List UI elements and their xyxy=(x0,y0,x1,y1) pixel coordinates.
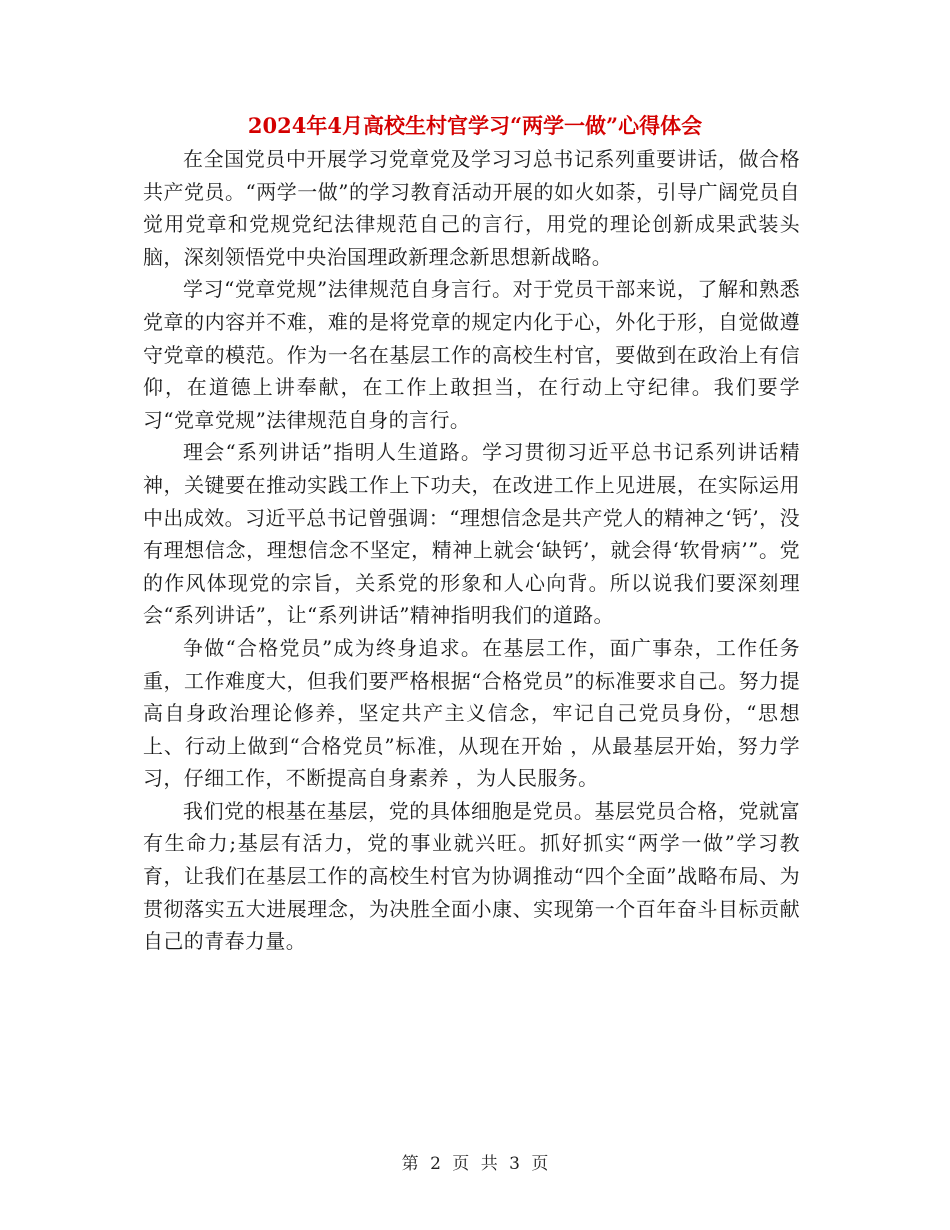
document-title: 2024年4月高校生村官学习“两学一做”心得体会 xyxy=(247,113,703,138)
paragraph-conclusion: 我们党的根基在基层，党的具体细胞是党员。基层党员合格，党就富有生命力;基层有活力，党的事业就兴旺。抓好抓实“两学一做”学习教育，让我们在基层工作的高校生村官为协调推动“四个全面”战略布局、为贯彻落实五大进展理念，为决胜全面小康、实现第一个百年奋斗目标贡献自己的青春力量。 xyxy=(143,798,800,954)
paragraph-qualified-member: 争做“合格党员”成为终身追求。在基层工作，面广事杂，工作任务重，工作难度大，但我们要严格根据“合格党员”的标准要求自己。努力提高自身政治理论修养，坚定共产主义信念，牢记自己党员身份，“思想上、行动上做到“合格党员”标准，从现在开始 ，从最基层开始，努力学习，仔细工作，不断提高自身素养 ，为人民服务。 xyxy=(143,635,800,791)
paragraph-party-rules: 学习“党章党规”法律规范自身言行。对于党员干部来说，了解和熟悉党章的内容并不难，难的是将党章的规定内化于心，外化于形，自觉做遵守党章的模范。作为一名在基层工作的高校生村官，要做到在政治上有信仰，在道德上讲奉献，在工作上敢担当，在行动上守纪律。我们要学习“党章党规”法律规范自身的言行。 xyxy=(143,277,800,432)
paragraph-series-speeches: 理会“系列讲话”指明人生道路。学习贯彻习近平总书记系列讲话精神，关键要在推动实践工作上下功夫，在改进工作上见进展，在实际运用中出成效。习近平总书记曾强调：“理想信念是共产党人的精神之‘钙’，没有理想信念，理想信念不坚定，精神上就会‘缺钙’，就会得‘软骨病’”。党的作风体现党的宗旨，关系党的形象和人心向背。所以说我们要深刻理会“系列讲话”，让“系列讲话”精神指明我们的道路。 xyxy=(143,440,800,628)
paragraph-intro: 在全国党员中开展学习党章党及学习习总书记系列重要讲话，做合格共产党员。“两学一做”的学习教育活动开展的如火如荼，引导广阔党员自觉用党章和党规党纪法律规范自己的言行，用党的理论创新成果武装头脑，深刻领悟党中央治国理政新理念新思想新战略。 xyxy=(143,147,800,269)
document-body xyxy=(143,143,800,958)
page-number-footer: 第 2 页 共 3 页 xyxy=(401,1154,549,1174)
